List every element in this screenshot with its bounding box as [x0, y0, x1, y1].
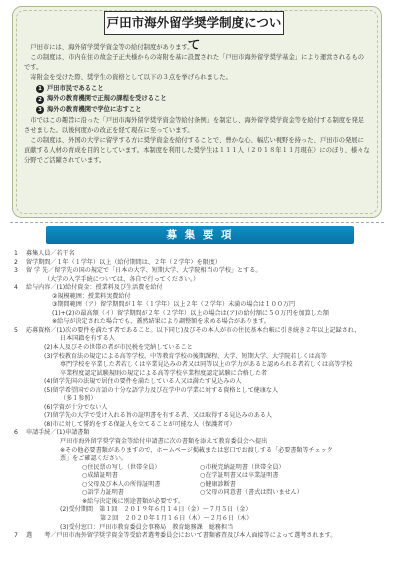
requirement-label: 募集人員 [26, 250, 51, 257]
document-item: ○市税完納証明書（世帯全員） [200, 463, 285, 471]
intro-text [24, 43, 370, 166]
salary-line: ②規模範囲：授業料実費給付 [52, 292, 131, 300]
section-divider [10, 222, 384, 223]
qualification-point-text: 海外の教育機関で学位に志すこと [47, 106, 142, 114]
period-line: (2)受付期間 第１回 ２０１９年６月１４日（金）〜７月５日（金） [60, 506, 252, 514]
number-badge-icon: 2 [36, 96, 44, 104]
intro-paragraph: 寄附金を受けた際、奨学生の資格として以下の３点を挙げられました。 [30, 74, 232, 82]
requirement-item: 7 選 考 ／ 戸田市海外留学奨学資金等受給者選考委員会において書類審査及び本人面接等によって選考されます。 [14, 532, 337, 540]
qualification-point [36, 94, 370, 104]
requirement-label: 応募資格 [26, 326, 51, 334]
qualification-point-text: 戸田市民であること [47, 84, 104, 92]
qualification-line: (2)本人及びその世帯の者が市民税を完納していること [44, 344, 193, 352]
requirement-text: (1)次の要件を満たす者であること。以下同じ)及びその本人が市の住民基本台帳に引き続き２年以上記録され、 [56, 326, 361, 334]
document-note: ※給与決定後に別途書類が必要です。 [82, 497, 185, 505]
requirement-label: 申請手続 [26, 429, 51, 437]
requirement-text: １年（１学年）以上（給付期間は、２年（２学年）を限度） [56, 258, 221, 266]
qualification-line: 卒業程度認定試験規則の規定による高等学校卒業程度認定試験に合格した者 [60, 369, 268, 377]
qualification-line: (4)留学先国の法規で居住の要件を満たしている人又は満たす見込みの人 [44, 378, 242, 386]
document-item: ○健康診断書 [200, 480, 236, 488]
document-list [14, 464, 388, 507]
qualification-point [36, 105, 370, 115]
requirement-text: (1)給付資金：授業料及び生活費を給付 [56, 284, 163, 292]
salary-line: ③期間範囲（ア）留学期間が１年（１学年）以上２年（２学年）未満の場合は１００万円 [52, 301, 296, 309]
requirement-item: 6 申請手続 ／ (1)申請書類 [14, 429, 90, 437]
application-line: ※その他必要書類がありますので、ホームページ掲載または窓口でお渡しする「必要書類等チェック [60, 446, 333, 454]
requirement-text: 戸田市海外留学奨学資金等受給者選考委員会において書類審査及び本人面接等によって選考されます。 [56, 532, 337, 540]
application-line: 戸田市海外留学奨学資金等給付申請書に次の書類を添えて教育委員会へ提出 [60, 438, 268, 446]
requirement-label: 選 考 [26, 532, 51, 540]
number-badge-icon: 3 [36, 106, 44, 114]
requirement-label: 給与内容 [26, 284, 51, 292]
qualification-point [36, 84, 370, 94]
requirement-text: 留学先の国の規定で「日本の大学、短期大学、大学院相当の学校」とする。 [54, 267, 262, 275]
document-item: ○住民票の写し（世帯全員） [82, 463, 161, 471]
qualification-line: (7)留学先の大学で受け入れる旨の証明書を有する者、又は取得する見込みのある人 [44, 412, 273, 420]
intro-paragraph: この制度は、外国の大学に留学する方に奨学資金を給付することで、豊かな心、幅広い視野を持った、戸田市の発展に貢献する人材の育成を目的としています。本制度を利用した奨学生は１１１人（２０１８年１１月現在）にのぼり、様々な分野でご活躍されています。 [24, 136, 370, 165]
qualification-line: (6)学資が十分でない人 [44, 403, 108, 411]
recruit-heading: 募 集 要 項 [46, 226, 354, 244]
requirement-label: 留学期間 [26, 258, 51, 266]
document-item: ○語学力証明書 [82, 489, 124, 497]
salary-line: (1)+(2)の最高額（イ）留学期間が２年（２学年）以上の場合は(ア)の給付額に５０万円を加算した額 [52, 309, 329, 317]
requirement-item: 5 応募資格 ／ (1)次の要件を満たす者であること。以下同じ)及びその本人が市の住民基本台帳に引き続き２年以上記録され、 [14, 326, 361, 334]
requirement-label: 留 学 先 [26, 267, 49, 275]
requirement-item: 1 募集人員 ／ 若干名 [14, 250, 75, 257]
intro-paragraph: 戸田市には、海外留学奨学資金等の給付制度があります。 [30, 44, 194, 51]
requirement-text: 若干名 [56, 250, 75, 257]
intro-paragraph: この制度は、市内在住の故金子正夫様からの寄附を基に設置された「戸田市海外留学奨学基金」により運営されるものです。 [24, 54, 365, 72]
qualification-line: (3)学校教育法の規定による高等学校、中等教育学校の後期課程、大学、短期大学、大学院若しくは高等 [44, 352, 327, 360]
qualification-point-text: 海外の教育機関で正規の課程を受けること [47, 95, 167, 103]
number-badge-icon: 1 [36, 85, 44, 93]
requirement-item: 2 留学期間 ／ １年（１学年）以上（給付期間は、２年（２学年）を限度） [14, 258, 221, 266]
document-item: ○在学証明書又は卒業証明書 [200, 472, 279, 480]
qualification-line: 日本国籍を有する人 [60, 335, 115, 343]
qualification-line: 専門学校を卒業した者若しくは卒業見込みの者又は同等以上の学力があると認められる者若しくは高等学校 [60, 361, 353, 369]
requirement-text: (1)申請書類 [56, 429, 90, 437]
page-title: 戸田市海外留学奨学制度について [104, 11, 284, 35]
document-item: ○父母及び本人の所得証明書 [82, 480, 161, 488]
qualification-line: （多１参照） [60, 395, 97, 403]
document-item: ○父母の同意書（書式は問いません） [200, 489, 303, 497]
qualification-line: (5)留学希望国での言語の十分な語学力及び在学中の学業に対する資格として健康な人 [44, 386, 279, 394]
requirement-note: （大学の入学手続については、各自で行ってください。） [44, 275, 200, 283]
salary-line: ※給与が決定された場合でも、蓋然結果により調整額を求める場合があります。 [52, 318, 270, 326]
period-line: (3)受付窓口：戸田市教育委員会事務局 教育総務課 総務担当 [60, 523, 234, 531]
document-item: ○成績証明書 [82, 472, 118, 480]
application-line: 票」をご確認ください。 [60, 455, 128, 463]
requirement-item: 4 給与内容 ／ (1)給付資金：授業料及び生活費を給付 [14, 284, 163, 292]
qualification-line: (8)市に対して誓約をする保証人を立てることが可能な人（保護者可） [44, 420, 236, 428]
requirements-list [14, 250, 388, 541]
intro-paragraph: 市ではこの趣旨に沿った「戸田市海外留学奨学資金等給付条例」を制定し、海外留学奨学資金等を給付する制度を発足させました。以後何度かの改正を経て現在に至っています。 [24, 116, 365, 134]
requirement-item: 3 留 学 先 ／ 留学先の国の規定で「日本の大学、短期大学、大学院相当の学校」とする。 [14, 267, 262, 275]
period-line: 第２回 ２０２０年１月１６日（木）〜２月６日（木） [100, 514, 253, 522]
